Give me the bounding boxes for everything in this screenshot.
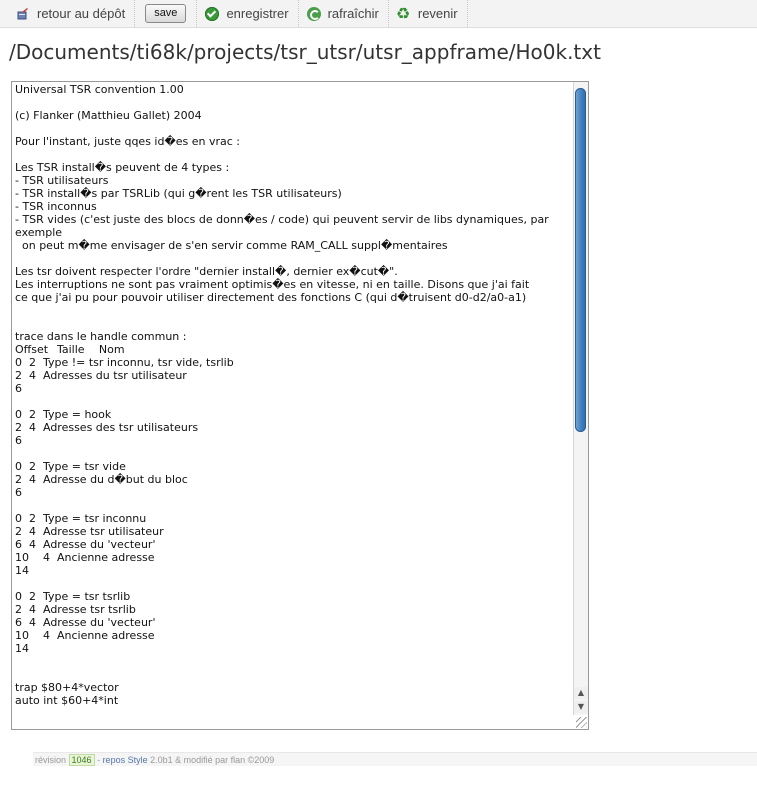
toolbar [0,0,757,28]
refresh-link[interactable] [299,0,389,27]
repos-style-link[interactable]: repos Style [102,755,148,765]
save-button-wrap [135,0,197,27]
scroll-up-arrow-icon[interactable]: ▲ [574,687,588,699]
editor-textarea[interactable]: Universal TSR convention 1.00 (c) Flanker (Matthieu Gallet) 2004 Pour l'instant, juste qqes id�es en vrac : Les TSR install�s peuvent de 4 types : - TSR utilisateurs - TSR install�s par TSRLib (qui g�rent les TSR utilisateurs) - TSR inconnus - TSR vides (c'est juste des blocs de donn�es / code) qui peuvent servir de libs dynamiques, par exemple on peut m�me envisager de s'en servir comme RAM_CALL suppl�mentaires Les tsr doivent respecter l'ordre "dernier install�, dernier ex�cut�". Les interruptions ne sont pas vraiment optimis�es en vitesse, ni en taille. Disons que j'ai fait ce que j'ai pu pour pouvoir utiliser directement des fonctions C (qui d�truisent d0-d2/a0-a1) trace dans le handle commun : Offset Taille Nom 0 2 Type != tsr inconnu, tsr vide, tsrlib 2 4 Adresses du tsr utilisateur 6 0 2 Type = hook 2 4 Adresses des tsr utilisateurs 6 0 2 Type = tsr vide 2 4 Adresse du d�but du bloc 6 0 2 Type = tsr inconnu 2 4 Adresse tsr utilisateur 6 4 Adresse du 'vecteur' 10 4 Ancienne adresse 14 0 2 Type = tsr tsrlib 2 4 Adresse tsr tsrlib 6 4 Adresse du 'vecteur' 10 4 Ancienne adresse 14 trap $80+4*vector auto int $60+4*int [15,83,549,707]
refresh-icon [307,7,321,21]
file-editor[interactable] [11,81,589,730]
resize-handle-icon[interactable] [576,717,587,728]
recycle-icon [397,7,411,21]
repository-icon [16,7,30,21]
scroll-down-arrow-icon[interactable]: ▼ [574,701,588,713]
revision-number-link[interactable]: 1046 [69,754,95,766]
revert-label: revenir [417,6,458,21]
check-icon [205,7,219,21]
revert-link[interactable] [389,0,468,27]
scrollbar-thumb[interactable] [575,88,586,432]
back-to-repo-link[interactable] [0,0,135,27]
refresh-label: rafraîchir [327,6,379,21]
footer-separator: - [94,755,103,765]
footer-credits: 2.0b1 & modifié par flan ©2009 [147,755,275,765]
register-link[interactable] [197,0,298,27]
vertical-scrollbar[interactable] [573,82,588,715]
save-button[interactable]: save [145,4,186,23]
back-to-repo-label: retour au dépôt [37,6,126,21]
file-path-title: /Documents/ti68k/projects/tsr_utsr/utsr_appframe/Ho0k.txt [9,40,601,64]
footer [33,752,757,766]
register-label: enregistrer [226,6,289,21]
revision-prefix: révision [35,755,67,765]
